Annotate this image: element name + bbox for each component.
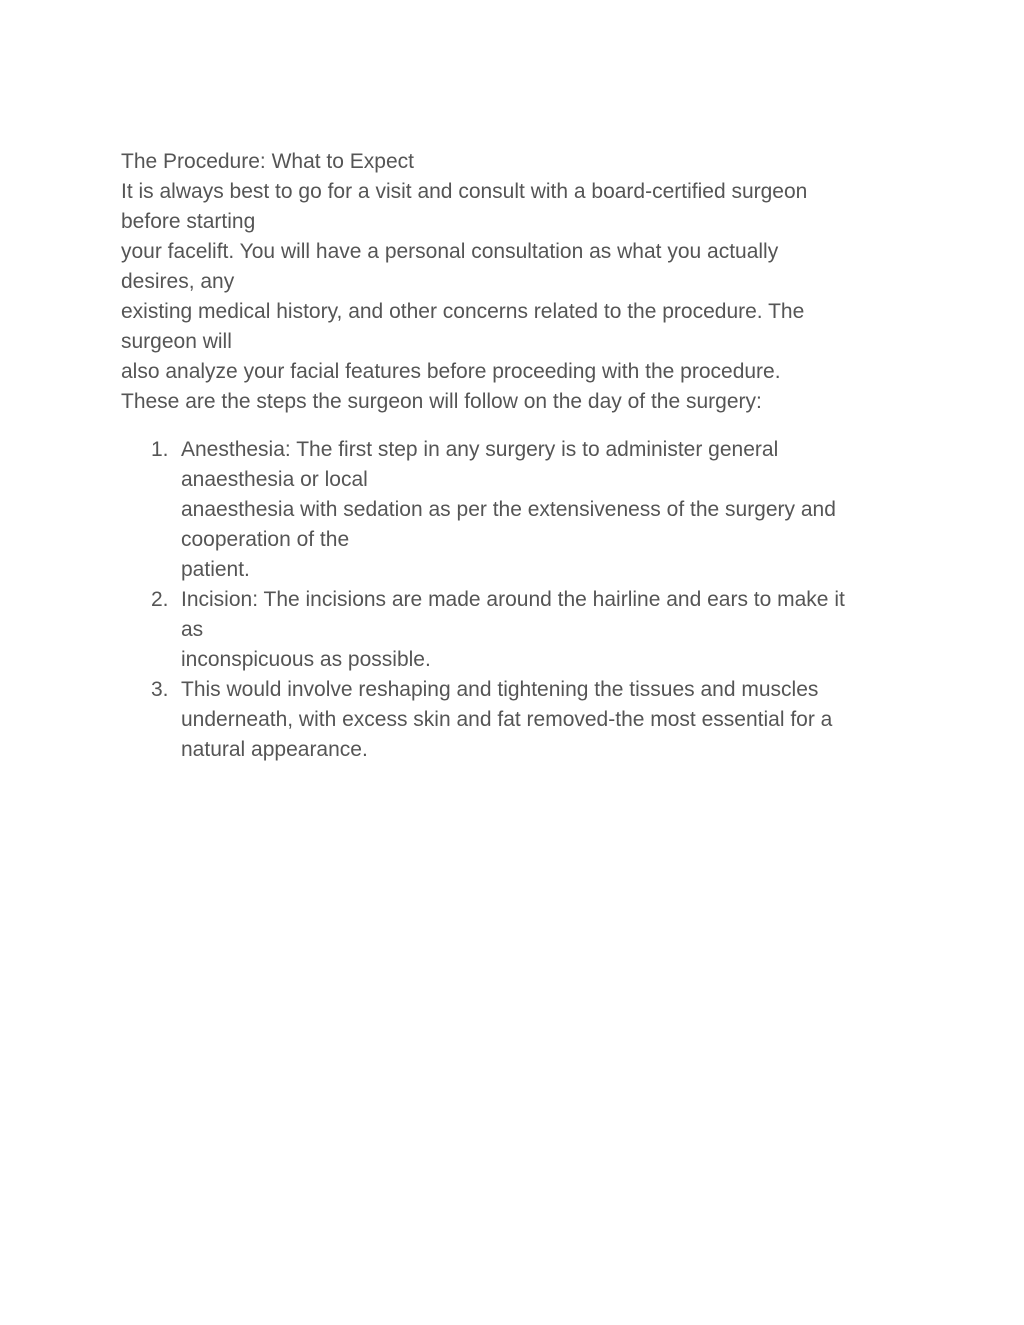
intro-line: existing medical history, and other concerns related to the procedure. The xyxy=(121,300,805,323)
step-line: underneath, with excess skin and fat removed-the most essential for a xyxy=(181,708,833,731)
step-line: natural appearance. xyxy=(181,738,368,761)
step-line: This would involve reshaping and tightening the tissues and muscles xyxy=(181,678,819,701)
intro-line: also analyze your facial features before proceeding with the procedure. xyxy=(121,360,781,383)
intro-line: your facelift. You will have a personal consultation as what you actually xyxy=(121,240,779,263)
step-line: Anesthesia: The first step in any surgery is to administer general xyxy=(181,438,779,461)
list-item xyxy=(121,675,911,765)
step-line: Incision: The incisions are made around the hairline and ears to make it xyxy=(181,588,845,611)
list-item xyxy=(121,435,911,585)
intro-paragraph xyxy=(121,177,911,417)
step-line: patient. xyxy=(181,558,250,581)
document-title: The Procedure: What to Expect xyxy=(121,150,414,173)
steps-list xyxy=(121,435,911,765)
intro-line: desires, any xyxy=(121,270,235,293)
intro-line: before starting xyxy=(121,210,256,233)
intro-line: It is always best to go for a visit and consult with a board-certified surgeon xyxy=(121,180,808,203)
step-line: cooperation of the xyxy=(181,528,350,551)
intro-line: surgeon will xyxy=(121,330,232,353)
intro-line: These are the steps the surgeon will follow on the day of the surgery: xyxy=(121,390,762,413)
step-line: inconspicuous as possible. xyxy=(181,648,431,671)
step-line: anaesthesia with sedation as per the extensiveness of the surgery and xyxy=(181,498,836,521)
document-page xyxy=(121,147,911,765)
step-number: 3. xyxy=(151,678,169,701)
step-number: 2. xyxy=(151,588,169,611)
step-line: as xyxy=(181,618,204,641)
list-item xyxy=(121,585,911,675)
step-line: anaesthesia or local xyxy=(181,468,368,491)
step-number: 1. xyxy=(151,438,169,461)
